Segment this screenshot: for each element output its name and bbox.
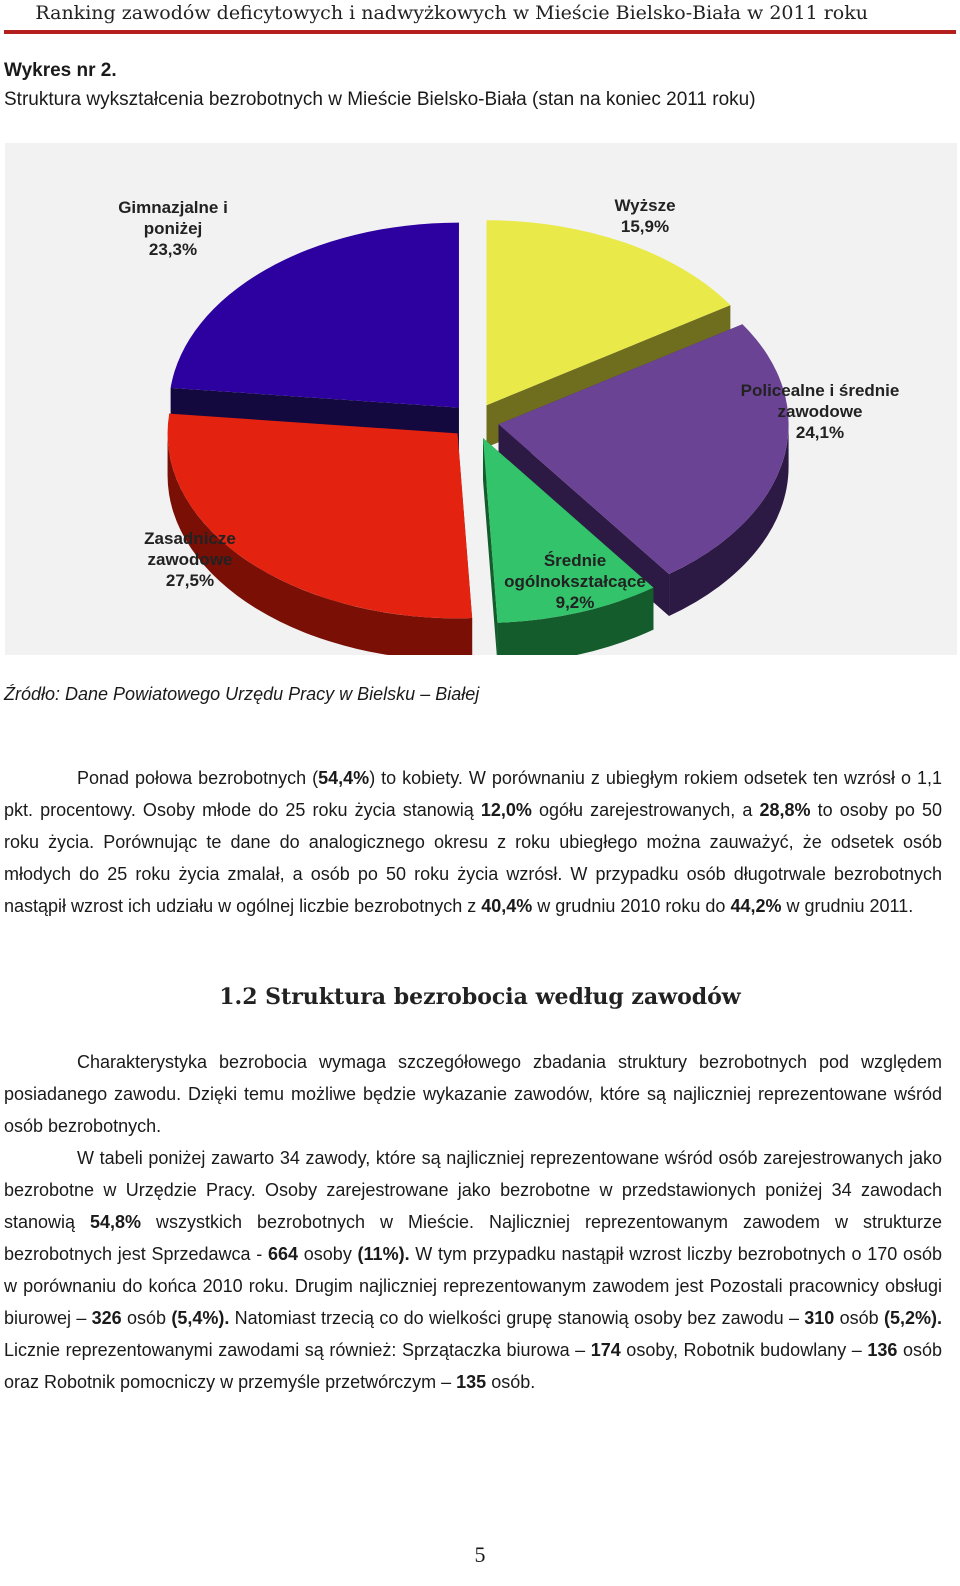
running-header	[0, 0, 960, 36]
emphasis-value: 44,2%	[730, 896, 782, 916]
paragraph-demographics	[4, 762, 942, 922]
pie-chart-svg	[5, 143, 957, 655]
slice-label-line: 27,5%	[165, 571, 215, 590]
text-run: Licznie reprezentowanymi zawodami są również: Sprzątaczka biurowa –	[4, 1340, 591, 1360]
emphasis-value: 664	[268, 1244, 299, 1264]
pie-slice	[171, 223, 459, 408]
slice-label-line: 23,3%	[148, 240, 198, 259]
slice-label-line: Gimnazjalne i	[118, 198, 228, 217]
text-run: osoby, Robotnik budowlany –	[620, 1340, 868, 1360]
text-run: Ponad połowa bezrobotnych (	[77, 768, 319, 788]
text-run: osób	[834, 1308, 884, 1328]
emphasis-value: 135	[456, 1372, 487, 1392]
emphasis-value: 174	[590, 1340, 621, 1360]
page-number: 5	[474, 1542, 486, 1567]
emphasis-value: (11%).	[357, 1244, 410, 1264]
text-run: Natomiast trzecią co do wielkości grupę stanowią osoby bez zawodu –	[229, 1308, 805, 1328]
text-run: to osoby po 50 roku życia. Porównując te dane do analogicznego okresu z roku ubiegłego można zauważyć, że odsetek osób młodych do 25 roku życia zmalał, a osób po 50 roku życia wzrósł. W przypadku osób długotrwale bezrobotnych nastąpił wzrost ich udziału w ogólnej liczbie bezrobotnych z	[4, 800, 942, 916]
emphasis-value: 54,4%	[318, 768, 370, 788]
slice-label-line: zawodowe	[777, 402, 863, 421]
text-run: osób oraz Robotnik pomocniczy w przemyśle przetwórczym –	[4, 1340, 942, 1392]
emphasis-value: (5,2%).	[883, 1308, 942, 1328]
emphasis-value: 326	[91, 1308, 122, 1328]
slice-label	[118, 198, 228, 259]
text-run: Charakterystyka bezrobocia wymaga szczegółowego zbadania struktury bezrobotnych pod względem posiadanego zawodu. Dzięki temu możliwe będzie wykazanie zawodów, które są najliczniej reprezentowane wśród osób bezrobotnych.	[4, 1052, 942, 1136]
emphasis-value: 310	[804, 1308, 835, 1328]
text-run: ogółu zarejestrowanych, a	[531, 800, 760, 820]
emphasis-value: (5,4%).	[171, 1308, 230, 1328]
figure-title: Struktura wykształcenia bezrobotnych w Mieście Bielsko-Biała (stan na koniec 2011 roku)	[4, 89, 756, 110]
running-header-title: Ranking zawodów deficytowych i nadwyżkowych w Mieście Bielsko-Biała w 2011 roku	[35, 2, 868, 24]
pie-chart	[5, 143, 957, 655]
paragraph-professions	[4, 1142, 942, 1398]
slice-label	[614, 196, 675, 236]
text-run: osoby	[298, 1244, 358, 1264]
emphasis-value: 12,0%	[480, 800, 532, 820]
source-note: Źródło: Dane Powiatowego Urzędu Pracy w Bielsku – Białej	[4, 684, 480, 704]
slice-label-line: Zasadnicze	[144, 529, 236, 548]
paragraph-intro	[4, 1046, 942, 1142]
emphasis-value: 40,4%	[481, 896, 533, 916]
slice-label-line: Policealne i średnie	[740, 381, 900, 400]
text-run: w grudniu 2010 roku do	[532, 896, 731, 916]
slice-label-line: 24,1%	[795, 423, 845, 442]
text-run: osób.	[486, 1372, 536, 1392]
slice-label-line: zawodowe	[147, 550, 233, 569]
slice-label-line: Średnie	[543, 551, 607, 570]
slice-label-line: poniżej	[143, 219, 203, 238]
slice-label-line: ogólnokształcące	[504, 572, 646, 591]
text-run: W tabeli poniżej zawarto 34 zawody, które są najliczniej reprezentowane wśród osób zarejestrowanych jako bezrobotne w Urzędzie Pracy. Osoby zarejestrowane jako bezrobotne w przedstawionych poniżej 34 zawodach stanowią	[4, 1148, 942, 1232]
text-run: wszystkich bezrobotnych w Mieście. Najliczniej reprezentowanym zawodem w strukturze bezrobotnych jest Sprzedawca -	[4, 1212, 942, 1264]
section-heading: 1.2 Struktura bezrobocia według zawodów	[219, 984, 741, 1010]
slice-label-line: 15,9%	[620, 217, 670, 236]
text-run: W tym przypadku nastąpił wzrost liczby bezrobotnych o 170 osób w porównaniu do końca 2010 roku. Drugim najliczniej reprezentowanym zawodem jest Pozostali pracownicy obsługi biurowej –	[4, 1244, 942, 1328]
emphasis-value: 28,8%	[759, 800, 811, 820]
slice-label-line: Wyższe	[614, 196, 676, 215]
emphasis-value: 136	[867, 1340, 898, 1360]
text-run: w grudniu 2011.	[781, 896, 914, 916]
header-rule	[4, 30, 956, 34]
text-run: osób	[121, 1308, 172, 1328]
figure-label: Wykres nr 2.	[4, 60, 117, 81]
emphasis-value: 54,8%	[90, 1212, 142, 1232]
text-run: ) to kobiety. W porównaniu z ubiegłym rokiem odsetek ten wzrósł o 1,1 pkt. procentowy. Osoby młode do 25 roku życia stanowią	[4, 768, 942, 820]
slice-label-line: 9,2%	[555, 593, 595, 612]
